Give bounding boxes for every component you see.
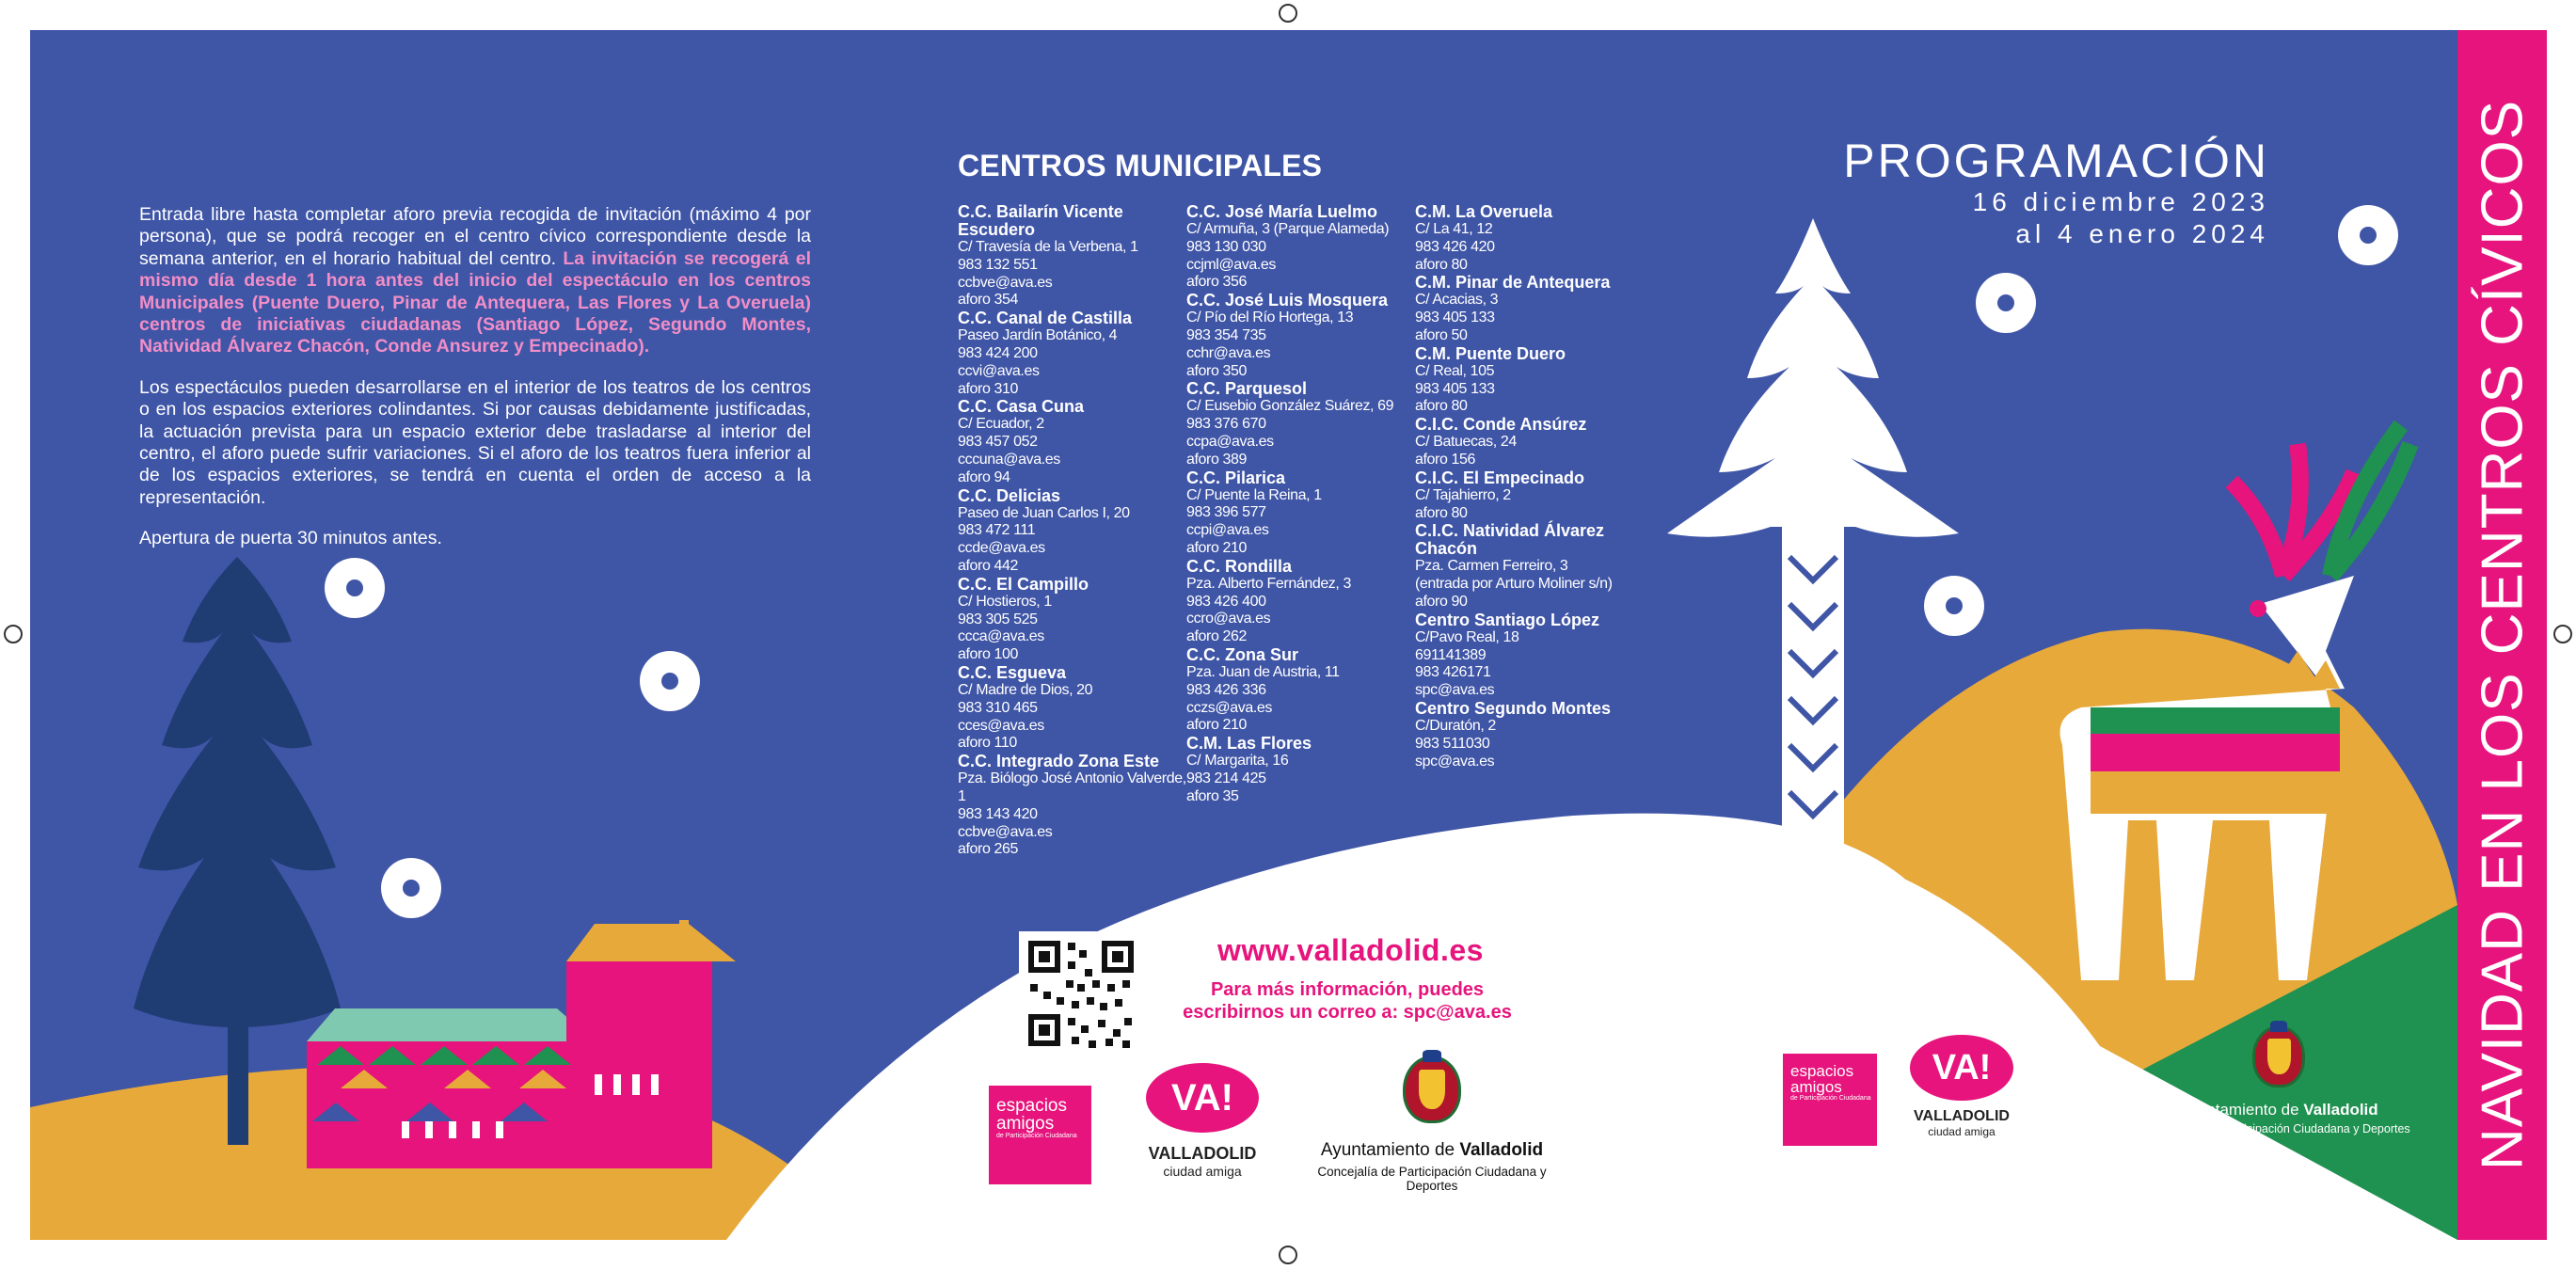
center-detail: aforo 50 <box>1415 326 1468 343</box>
center-detail: 983 426171 <box>1415 664 1491 681</box>
center-email[interactable]: ccbve@ava.es <box>958 274 1053 291</box>
center-email[interactable]: cczs@ava.es <box>1186 699 1272 716</box>
center-detail: C/ Batuecas, 24 <box>1415 434 1517 451</box>
center-detail: C/ Ecuador, 2 <box>958 416 1044 433</box>
house-icon <box>307 920 736 1168</box>
center-email[interactable]: cchr@ava.es <box>1186 344 1271 361</box>
center-email[interactable]: spc@ava.es <box>1415 682 1495 699</box>
intro-paragraph-1-highlight: La invitación se recogerá el mismo día desde 1 hora antes del inicio del espectáculo en los centros Municipales (Puente Duero, Pinar de Antequera, Las Flores y La Overuela) centros de iniciativas ciudadanas (Santiago López, Segundo Montes, Natividad Álvarez Chacón, Conde Ansurez y Empecinado). <box>139 247 811 357</box>
center-detail: 983 426 400 <box>1186 593 1266 610</box>
center-detail: 983 376 670 <box>1186 416 1266 433</box>
center-detail: C/ Margarita, 16 <box>1186 753 1289 770</box>
ayuntamiento-city-right: Valladolid <box>2303 1101 2378 1119</box>
center-detail: 983 426 420 <box>1415 238 1495 255</box>
center-entry <box>1186 469 1416 558</box>
center-name: C.C. Canal de Castilla <box>958 309 1133 328</box>
center-detail: 983 472 111 <box>958 522 1036 539</box>
center-detail: Pza. Juan de Austria, 11 <box>1186 663 1340 680</box>
espacios-logo-right-line-1: espacios <box>1790 1062 1854 1080</box>
center-detail: C/ Madre de Dios, 20 <box>958 681 1093 698</box>
va-subtitle-right: ciudad amiga <box>1928 1125 1996 1138</box>
center-name: Centro Segundo Montes <box>1415 698 1611 718</box>
center-detail: Pza. Carmen Ferreiro, 3 <box>1415 558 1568 575</box>
center-name: C.C. Pilarica <box>1186 468 1286 487</box>
center-entry <box>1415 274 1645 344</box>
center-entry <box>1186 735 1416 805</box>
center-detail: aforo 80 <box>1415 504 1468 521</box>
center-name: C.C. Integrado Zona Este <box>958 752 1160 771</box>
ayuntamiento-prefix-right: Ayuntamiento de <box>2179 1101 2304 1119</box>
intro-text <box>139 204 811 569</box>
center-detail: 983 310 465 <box>958 699 1038 716</box>
center-detail: aforo 110 <box>958 735 1017 752</box>
center-detail: aforo 389 <box>1186 451 1248 468</box>
programacion-title: PROGRAMACIÓN <box>1843 135 2269 187</box>
center-name: C.M. Las Flores <box>1186 734 1312 754</box>
center-name: Centro Santiago López <box>1415 610 1600 629</box>
center-detail: 983 396 577 <box>1186 504 1266 521</box>
center-detail: Paseo de Juan Carlos I, 20 <box>958 504 1130 521</box>
center-detail: 983 214 425 <box>1186 770 1266 786</box>
center-detail: 983 354 735 <box>1186 326 1266 343</box>
crest-icon <box>2252 1025 2305 1087</box>
center-entry <box>958 398 1187 486</box>
center-detail: C/ Eusebio González Suárez, 69 <box>1186 398 1394 415</box>
center-name: C.C. Esgueva <box>958 662 1067 682</box>
center-email[interactable]: ccpa@ava.es <box>1186 433 1274 450</box>
center-detail: aforo 442 <box>958 557 1019 574</box>
intro-paragraph-1 <box>139 204 811 358</box>
center-detail: aforo 80 <box>1415 256 1468 273</box>
center-detail: aforo 350 <box>1186 362 1248 379</box>
qr-code-graphic <box>1019 931 1143 1056</box>
va-valladolid-logo-right <box>1910 1035 2013 1138</box>
registration-mark <box>2553 625 2572 643</box>
center-email[interactable]: ccca@ava.es <box>958 628 1044 645</box>
center-detail: 983 132 551 <box>958 256 1038 273</box>
center-detail: C/ La 41, 12 <box>1415 221 1493 237</box>
center-name: C.M. La Overuela <box>1415 202 1553 221</box>
center-detail: Pza. Biólogo José Antonio Valverde, 1 <box>958 770 1186 804</box>
center-detail: 983 405 133 <box>1415 310 1495 326</box>
contact-info: Para más información, puedes escribirnos un correo a: spc@ava.es <box>1183 979 1512 1023</box>
espacios-amigos-logo-right <box>1783 1054 1877 1146</box>
center-detail: 983 424 200 <box>958 344 1038 361</box>
center-detail: C/ Armuña, 3 (Parque Alameda) <box>1186 221 1390 237</box>
center-detail: C/ Real, 105 <box>1415 362 1495 379</box>
registration-mark <box>1279 4 1297 23</box>
center-entry <box>1186 203 1416 292</box>
center-detail: (entrada por Arturo Moliner s/n) <box>1415 576 1613 593</box>
center-detail: 983 457 052 <box>958 434 1038 451</box>
center-name: C.C. José Luis Mosquera <box>1186 291 1389 310</box>
center-detail: aforo 356 <box>1186 274 1248 291</box>
va-subtitle: ciudad amiga <box>1163 1164 1242 1179</box>
espacios-logo-line-2: amigos <box>996 1114 1055 1134</box>
center-entry <box>958 576 1187 664</box>
ayuntamiento-city: Valladolid <box>1459 1140 1544 1160</box>
centros-title: CENTROS MUNICIPALES <box>958 149 1323 183</box>
center-detail: C/ Hostieros, 1 <box>958 593 1052 610</box>
center-entry <box>958 487 1187 576</box>
centros-column-2 <box>1186 203 1416 806</box>
center-entry <box>1415 203 1645 274</box>
va-valladolid-logo <box>1146 1063 1259 1179</box>
center-email[interactable]: ccde@ava.es <box>958 540 1045 557</box>
ayuntamiento-subtitle: Concejalía de Participación Ciudadana y Deportes <box>1317 1165 1547 1193</box>
center-detail: Pza. Alberto Fernández, 3 <box>1186 575 1352 592</box>
vertical-title: NAVIDAD EN LOS CENTROS CÍVICOS <box>2470 99 2535 1171</box>
center-name: C.M. Pinar de Antequera <box>1415 273 1611 293</box>
programacion-date-end: al 4 enero 2024 <box>2015 219 2269 248</box>
center-detail: C/ Puente la Reina, 1 <box>1186 486 1322 503</box>
center-entry <box>958 664 1187 753</box>
website-link[interactable]: www.valladolid.es <box>1217 933 1484 967</box>
intro-paragraph-3: Apertura de puerta 30 minutos antes. <box>139 528 442 549</box>
center-detail: aforo 262 <box>1186 628 1248 645</box>
center-name: C.I.C. El Empecinado <box>1415 468 1585 487</box>
espacios-amigos-logo <box>989 1086 1091 1184</box>
center-detail: Paseo Jardín Botánico, 4 <box>958 327 1118 344</box>
center-detail: C/ Travesía de la Verbena, 1 <box>958 239 1138 255</box>
ayuntamiento-subtitle-right: Concejalía de Participación Ciudadana y Deportes <box>2147 1122 2410 1135</box>
ayuntamiento-name-right <box>2142 1101 2415 1119</box>
center-email[interactable]: spc@ava.es <box>1415 753 1495 770</box>
qr-code-icon[interactable] <box>1019 931 1143 1056</box>
center-name: C.C. Casa Cuna <box>958 397 1085 417</box>
espacios-logo-right-line-2: amigos <box>1790 1078 1842 1096</box>
center-entry <box>1186 646 1416 735</box>
center-detail: aforo 310 <box>958 380 1019 397</box>
center-detail: C/ Pío del Río Hortega, 13 <box>1186 310 1354 326</box>
center-detail: 983 143 420 <box>958 805 1038 822</box>
center-detail: 983 305 525 <box>958 611 1038 627</box>
va-bubble-right: VA! <box>1910 1035 2013 1101</box>
crest-icon <box>1403 1056 1461 1123</box>
center-email[interactable]: ccjml@ava.es <box>1186 256 1277 273</box>
center-detail: 983 511030 <box>1415 735 1490 752</box>
va-name-right: VALLADOLID <box>1914 1108 2010 1124</box>
center-entry <box>958 310 1187 398</box>
center-email[interactable]: ccvi@ava.es <box>958 362 1040 379</box>
ayuntamiento-prefix: Ayuntamiento de <box>1320 1140 1460 1160</box>
center-entry <box>1415 416 1645 469</box>
center-detail: C/Pavo Real, 18 <box>1415 628 1519 645</box>
programacion-heading <box>1843 135 2269 250</box>
center-entry <box>958 203 1187 310</box>
brochure-sheet <box>30 30 2547 1240</box>
center-detail: aforo 94 <box>958 468 1010 485</box>
center-name: C.C. El Campillo <box>958 574 1089 594</box>
vertical-title-band <box>2457 30 2547 1240</box>
center-email[interactable]: cces@ava.es <box>958 717 1044 734</box>
center-name: C.C. José María Luelmo <box>1186 202 1378 221</box>
center-entry <box>1415 522 1645 611</box>
center-detail: C/Duratón, 2 <box>1415 717 1496 734</box>
center-name: C.C. Zona Sur <box>1186 644 1299 664</box>
center-detail: aforo 90 <box>1415 593 1468 610</box>
center-detail: aforo 265 <box>958 841 1019 858</box>
center-email[interactable]: ccpi@ava.es <box>1186 522 1269 539</box>
center-email[interactable]: ccbve@ava.es <box>958 823 1053 840</box>
center-entry <box>1415 611 1645 700</box>
center-name: C.M. Puente Duero <box>1415 343 1566 363</box>
center-entry <box>958 753 1187 859</box>
espacios-logo-line-1: espacios <box>996 1096 1067 1116</box>
center-entry <box>1415 700 1645 770</box>
center-detail: 691141389 <box>1415 646 1487 663</box>
center-name: C.C. Rondilla <box>1186 556 1292 576</box>
center-name: C.C. Bailarín Vicente Escudero <box>958 202 1123 239</box>
ayuntamiento-name <box>1291 1140 1573 1161</box>
centros-column-1 <box>958 203 1187 859</box>
center-detail: 983 130 030 <box>1186 238 1266 255</box>
center-detail: aforo 80 <box>1415 398 1468 415</box>
center-email[interactable]: cccuna@ava.es <box>958 451 1060 468</box>
center-name: C.I.C. Conde Ansúrez <box>1415 415 1587 435</box>
center-detail: 983 405 133 <box>1415 380 1495 397</box>
center-entry <box>1186 380 1416 468</box>
center-name: C.I.C. Natividad Álvarez Chacón <box>1415 521 1605 559</box>
center-entry <box>1415 469 1645 523</box>
ayuntamiento-logo-right <box>2142 1025 2415 1135</box>
center-name: C.C. Parquesol <box>1186 379 1308 399</box>
ayuntamiento-logo <box>1291 1056 1573 1193</box>
center-detail: aforo 156 <box>1415 451 1476 468</box>
center-detail: aforo 35 <box>1186 787 1239 804</box>
va-name: VALLADOLID <box>1148 1144 1257 1163</box>
espacios-logo-right-line-3: de Participación Ciudadana <box>1790 1095 1871 1102</box>
registration-mark <box>4 625 23 643</box>
center-name: C.C. Delicias <box>958 485 1061 505</box>
va-bubble: VA! <box>1146 1063 1259 1133</box>
center-entry <box>1186 292 1416 380</box>
center-detail: aforo 210 <box>1186 539 1248 556</box>
espacios-logo-line-3: de Participación Ciudadana <box>996 1133 1077 1139</box>
registration-mark <box>1279 1246 1297 1264</box>
center-detail: aforo 210 <box>1186 717 1248 734</box>
center-detail: 983 426 336 <box>1186 681 1266 698</box>
center-detail: C/ Acacias, 3 <box>1415 292 1499 309</box>
center-detail: aforo 354 <box>958 292 1019 309</box>
intro-paragraph-2: Los espectáculos pueden desarrollarse en el interior de los teatros de los centros o en los espacios exteriores colindantes. Si por causas debidamente justificadas, la actuación prevista para un espacio exterior debe trasladarse al interior del centro, el aforo puede sufrir variaciones. Si el aforo de los teatros fuera inferior al de los espacios exteriores, se tendrá en cuenta el orden de acceso a la representación. <box>139 376 811 508</box>
center-detail: C/ Tajahierro, 2 <box>1415 486 1511 503</box>
center-detail: aforo 100 <box>958 646 1019 663</box>
center-email[interactable]: ccro@ava.es <box>1186 611 1271 627</box>
programacion-date-start: 16 diciembre 2023 <box>1972 187 2269 216</box>
intro-paragraph-1-text: Entrada libre hasta completar aforo previa recogida de invitación (máximo 4 por persona), que se podrá recoger en el centro cívico correspondiente desde la semana anterior, en el horario habitual del centro. <box>139 204 811 269</box>
center-entry <box>1186 558 1416 646</box>
center-entry <box>1415 345 1645 416</box>
centros-column-3 <box>1415 203 1645 770</box>
